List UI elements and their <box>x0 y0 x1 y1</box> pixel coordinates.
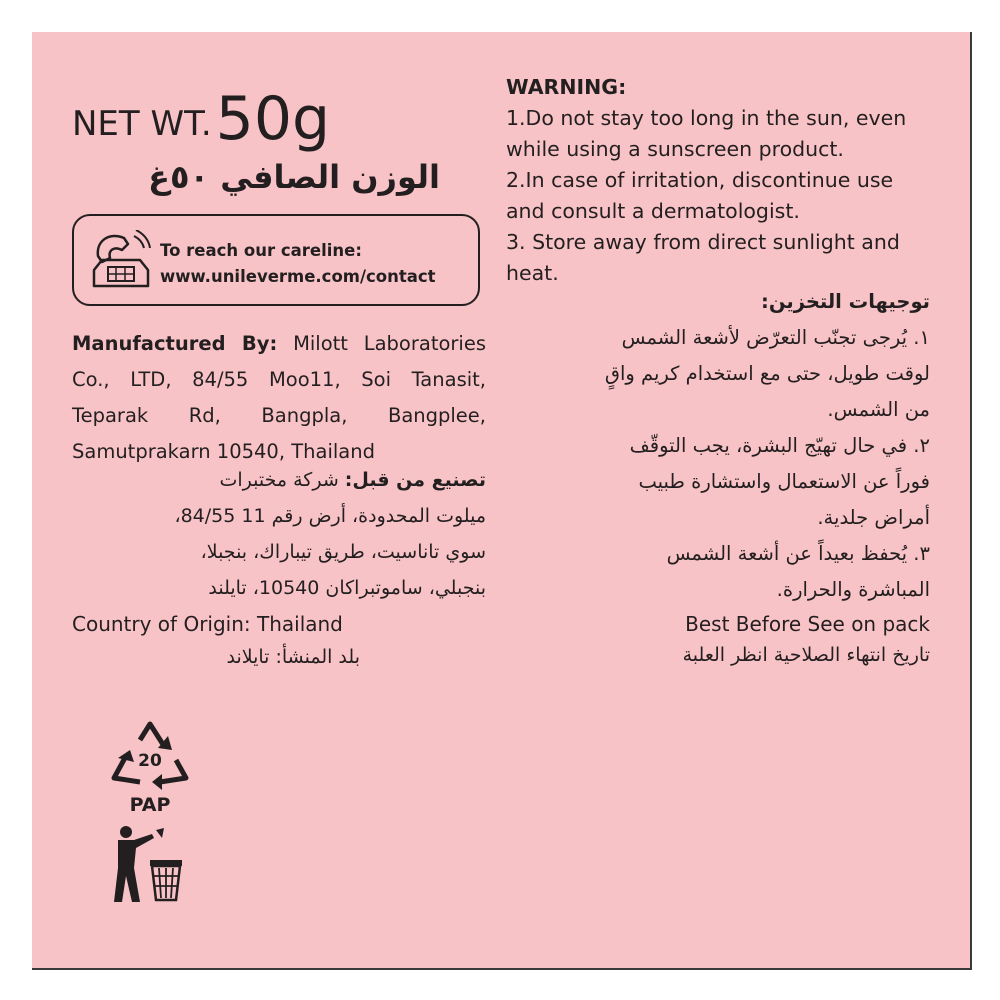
warning-title: WARNING: <box>506 75 627 99</box>
warning-section <box>506 72 930 289</box>
storage-arabic-title: توجيهات التخزين: <box>761 290 930 313</box>
tidy-man-bin-icon <box>112 824 186 902</box>
warning-line: and consult a dermatologist. <box>506 199 800 223</box>
best-before-arabic: تاريخ انتهاء الصلاحية انظر العلبة <box>682 644 930 666</box>
warning-line: 1.Do not stay too long in the sun, even <box>506 106 907 130</box>
careline-url: www.unileverme.com/contact <box>160 267 436 286</box>
careline-box <box>72 214 480 306</box>
storage-arabic-section <box>480 284 930 608</box>
storage-arabic-line: ٢. في حال تهيّج البشرة، يجب التوقّف <box>629 434 930 457</box>
storage-arabic-line: أمراض جلدية. <box>817 506 930 529</box>
country-of-origin-arabic: بلد المنشأ: تايلاند <box>226 646 360 668</box>
manufacturer-arabic-line2: ميلوت المحدودة، أرض رقم 11 84/55، <box>174 505 486 527</box>
telephone-icon <box>88 230 154 292</box>
warning-line: 2.In case of irritation, discontinue use <box>506 168 894 192</box>
recycling-triangle-icon <box>110 720 190 792</box>
storage-arabic-line: ١. يُرجى تجنّب التعرّض لأشعة الشمس <box>621 326 930 349</box>
storage-arabic-line: المباشرة والحرارة. <box>776 578 930 601</box>
best-before: Best Before See on pack <box>685 612 930 636</box>
manufacturer-label: Manufactured By: <box>72 332 278 355</box>
warning-line: heat. <box>506 261 559 285</box>
manufacturer-arabic <box>72 462 486 606</box>
manufacturer-arabic-line3: سوي تاناسيت، طريق تيباراك، بنجبلا، <box>200 541 486 563</box>
storage-arabic-line: من الشمس. <box>827 398 930 421</box>
manufacturer-arabic-line1: شركة مختبرات <box>219 469 345 491</box>
manufacturer-english <box>72 326 486 470</box>
storage-arabic-line: فوراً عن الاستعمال واستشارة طبيب <box>638 470 930 493</box>
manufacturer-line2: Co., LTD, 84/55 Moo11, Soi Tanasit, <box>72 368 486 391</box>
manufacturer-arabic-line4: بنجبلي، ساموتبراكان 10540، تايلند <box>208 577 486 599</box>
recycling-code: PAP <box>129 794 171 816</box>
net-weight-label: NET WT. <box>72 104 212 144</box>
net-weight-arabic: الوزن الصافي ٥٠غ <box>148 158 440 196</box>
storage-arabic-line: لوقت طويل، حتى مع استخدام كريم واقٍ <box>604 362 930 385</box>
storage-arabic-line: ٣. يُحفظ بعيداً عن أشعة الشمس <box>666 542 930 565</box>
careline-text: To reach our careline: <box>160 241 362 260</box>
net-weight <box>72 84 330 154</box>
net-weight-value: 50g <box>215 84 331 154</box>
manufacturer-arabic-label: تصنيع من قبل: <box>344 469 486 491</box>
warning-line: 3. Store away from direct sunlight and <box>506 230 900 254</box>
warning-line: while using a sunscreen product. <box>506 137 844 161</box>
manufacturer-line1: Milott Laboratories <box>277 332 486 355</box>
manufacturer-line4: Samutprakarn 10540, Thailand <box>72 440 375 463</box>
manufacturer-line3: Teparak Rd, Bangpla, Bangplee, <box>72 404 486 427</box>
recycling-number: 20 <box>138 751 162 771</box>
country-of-origin: Country of Origin: Thailand <box>72 612 343 636</box>
